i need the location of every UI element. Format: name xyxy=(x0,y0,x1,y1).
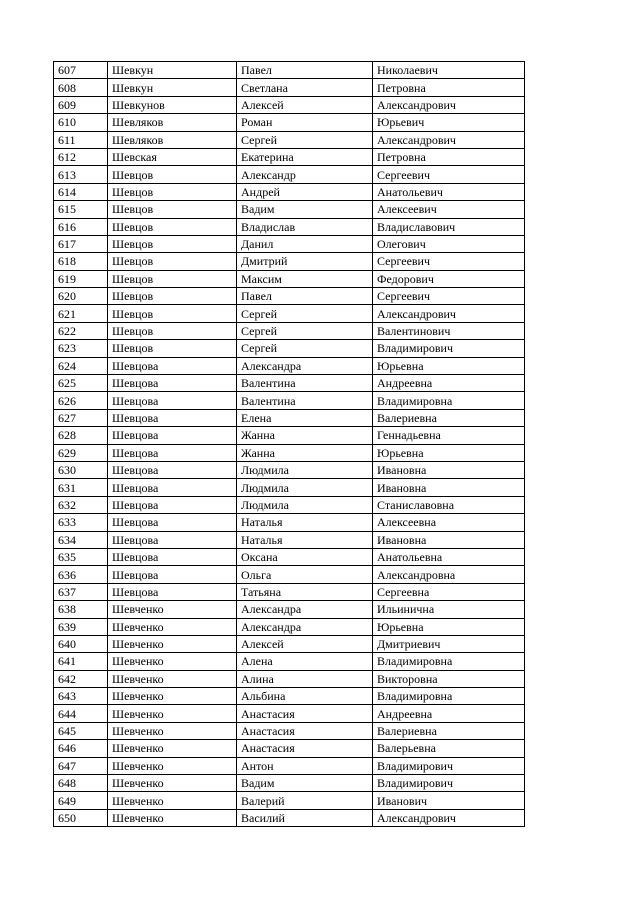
row-number-cell: 639 xyxy=(54,618,108,635)
first-name-cell: Валентина xyxy=(237,375,373,392)
patronymic-cell: Юрьевна xyxy=(373,357,525,374)
row-number-cell: 646 xyxy=(54,740,108,757)
first-name-cell: Вадим xyxy=(237,775,373,792)
first-name-cell: Наталья xyxy=(237,531,373,548)
patronymic-cell: Анатольевич xyxy=(373,183,525,200)
row-number-cell: 624 xyxy=(54,357,108,374)
table-row xyxy=(54,479,525,496)
last-name-cell: Шевцов xyxy=(108,305,237,322)
first-name-cell: Оксана xyxy=(237,548,373,565)
first-name-cell: Светлана xyxy=(237,79,373,96)
last-name-cell: Шевская xyxy=(108,148,237,165)
table-row xyxy=(54,166,525,183)
table-row xyxy=(54,809,525,826)
table-row xyxy=(54,705,525,722)
last-name-cell: Шевцов xyxy=(108,340,237,357)
row-number-cell: 608 xyxy=(54,79,108,96)
patronymic-cell: Юрьевна xyxy=(373,444,525,461)
row-number-cell: 643 xyxy=(54,688,108,705)
first-name-cell: Александра xyxy=(237,601,373,618)
patronymic-cell: Иванович xyxy=(373,792,525,809)
row-number-cell: 623 xyxy=(54,340,108,357)
first-name-cell: Людмила xyxy=(237,461,373,478)
row-number-cell: 629 xyxy=(54,444,108,461)
row-number-cell: 642 xyxy=(54,670,108,687)
table-row xyxy=(54,201,525,218)
last-name-cell: Шевцова xyxy=(108,583,237,600)
patronymic-cell: Андреевна xyxy=(373,375,525,392)
row-number-cell: 615 xyxy=(54,201,108,218)
patronymic-cell: Алексеевна xyxy=(373,514,525,531)
last-name-cell: Шевцова xyxy=(108,566,237,583)
row-number-cell: 650 xyxy=(54,809,108,826)
patronymic-cell: Сергеевич xyxy=(373,166,525,183)
first-name-cell: Алексей xyxy=(237,635,373,652)
first-name-cell: Роман xyxy=(237,114,373,131)
patronymic-cell: Владимировна xyxy=(373,392,525,409)
row-number-cell: 614 xyxy=(54,183,108,200)
first-name-cell: Александра xyxy=(237,357,373,374)
row-number-cell: 626 xyxy=(54,392,108,409)
patronymic-cell: Валериевна xyxy=(373,409,525,426)
row-number-cell: 617 xyxy=(54,235,108,252)
first-name-cell: Альбина xyxy=(237,688,373,705)
patronymic-cell: Владимирович xyxy=(373,775,525,792)
last-name-cell: Шевляков xyxy=(108,131,237,148)
table-row xyxy=(54,670,525,687)
table-row xyxy=(54,427,525,444)
patronymic-cell: Ивановна xyxy=(373,479,525,496)
row-number-cell: 640 xyxy=(54,635,108,652)
patronymic-cell: Николаевич xyxy=(373,62,525,79)
table-row xyxy=(54,514,525,531)
row-number-cell: 638 xyxy=(54,601,108,618)
first-name-cell: Анастасия xyxy=(237,740,373,757)
row-number-cell: 632 xyxy=(54,496,108,513)
table-row xyxy=(54,618,525,635)
last-name-cell: Шевченко xyxy=(108,670,237,687)
last-name-cell: Шевкунов xyxy=(108,96,237,113)
row-number-cell: 630 xyxy=(54,461,108,478)
row-number-cell: 618 xyxy=(54,253,108,270)
first-name-cell: Павел xyxy=(237,288,373,305)
table-row xyxy=(54,392,525,409)
last-name-cell: Шевцов xyxy=(108,218,237,235)
last-name-cell: Шевченко xyxy=(108,705,237,722)
row-number-cell: 621 xyxy=(54,305,108,322)
first-name-cell: Сергей xyxy=(237,131,373,148)
row-number-cell: 628 xyxy=(54,427,108,444)
patronymic-cell: Александрович xyxy=(373,96,525,113)
last-name-cell: Шевченко xyxy=(108,688,237,705)
last-name-cell: Шевцов xyxy=(108,183,237,200)
last-name-cell: Шевцова xyxy=(108,409,237,426)
first-name-cell: Татьяна xyxy=(237,583,373,600)
patronymic-cell: Ивановна xyxy=(373,461,525,478)
last-name-cell: Шевкун xyxy=(108,62,237,79)
last-name-cell: Шевцов xyxy=(108,270,237,287)
patronymic-cell: Владиславович xyxy=(373,218,525,235)
last-name-cell: Шевцова xyxy=(108,427,237,444)
first-name-cell: Данил xyxy=(237,235,373,252)
row-number-cell: 616 xyxy=(54,218,108,235)
first-name-cell: Максим xyxy=(237,270,373,287)
table-row xyxy=(54,357,525,374)
first-name-cell: Владислав xyxy=(237,218,373,235)
patronymic-cell: Владимировна xyxy=(373,653,525,670)
last-name-cell: Шевченко xyxy=(108,635,237,652)
patronymic-cell: Александрович xyxy=(373,809,525,826)
patronymic-cell: Сергеевич xyxy=(373,288,525,305)
first-name-cell: Сергей xyxy=(237,305,373,322)
last-name-cell: Шевченко xyxy=(108,792,237,809)
table-row xyxy=(54,757,525,774)
last-name-cell: Шевцова xyxy=(108,548,237,565)
last-name-cell: Шевченко xyxy=(108,601,237,618)
patronymic-cell: Александрович xyxy=(373,131,525,148)
row-number-cell: 649 xyxy=(54,792,108,809)
table-row xyxy=(54,79,525,96)
first-name-cell: Анастасия xyxy=(237,705,373,722)
last-name-cell: Шевченко xyxy=(108,722,237,739)
table-row xyxy=(54,148,525,165)
table-row xyxy=(54,601,525,618)
row-number-cell: 622 xyxy=(54,322,108,339)
row-number-cell: 635 xyxy=(54,548,108,565)
first-name-cell: Валентина xyxy=(237,392,373,409)
patronymic-cell: Александрович xyxy=(373,305,525,322)
patronymic-cell: Юрьевич xyxy=(373,114,525,131)
first-name-cell: Елена xyxy=(237,409,373,426)
first-name-cell: Жанна xyxy=(237,444,373,461)
row-number-cell: 647 xyxy=(54,757,108,774)
patronymic-cell: Валентинович xyxy=(373,322,525,339)
patronymic-cell: Сергеевич xyxy=(373,253,525,270)
table-row xyxy=(54,183,525,200)
patronymic-cell: Юрьевна xyxy=(373,618,525,635)
table-row xyxy=(54,566,525,583)
patronymic-cell: Валериевна xyxy=(373,722,525,739)
table-row xyxy=(54,740,525,757)
table-row xyxy=(54,253,525,270)
first-name-cell: Андрей xyxy=(237,183,373,200)
first-name-cell: Павел xyxy=(237,62,373,79)
patronymic-cell: Владимировна xyxy=(373,688,525,705)
row-number-cell: 634 xyxy=(54,531,108,548)
table-row xyxy=(54,114,525,131)
first-name-cell: Алексей xyxy=(237,96,373,113)
last-name-cell: Шевцов xyxy=(108,253,237,270)
first-name-cell: Дмитрий xyxy=(237,253,373,270)
first-name-cell: Алена xyxy=(237,653,373,670)
registry-table-body xyxy=(54,62,525,827)
row-number-cell: 641 xyxy=(54,653,108,670)
last-name-cell: Шевцов xyxy=(108,322,237,339)
patronymic-cell: Александровна xyxy=(373,566,525,583)
patronymic-cell: Анатольевна xyxy=(373,548,525,565)
patronymic-cell: Викторовна xyxy=(373,670,525,687)
table-row xyxy=(54,218,525,235)
table-row xyxy=(54,688,525,705)
last-name-cell: Шевченко xyxy=(108,757,237,774)
last-name-cell: Шевляков xyxy=(108,114,237,131)
first-name-cell: Вадим xyxy=(237,201,373,218)
last-name-cell: Шевцов xyxy=(108,288,237,305)
table-row xyxy=(54,635,525,652)
patronymic-cell: Федорович xyxy=(373,270,525,287)
row-number-cell: 631 xyxy=(54,479,108,496)
row-number-cell: 610 xyxy=(54,114,108,131)
table-row xyxy=(54,496,525,513)
patronymic-cell: Ивановна xyxy=(373,531,525,548)
first-name-cell: Алина xyxy=(237,670,373,687)
table-row xyxy=(54,722,525,739)
table-row xyxy=(54,340,525,357)
patronymic-cell: Андреевна xyxy=(373,705,525,722)
row-number-cell: 609 xyxy=(54,96,108,113)
table-row xyxy=(54,548,525,565)
last-name-cell: Шевченко xyxy=(108,618,237,635)
first-name-cell: Антон xyxy=(237,757,373,774)
last-name-cell: Шевкун xyxy=(108,79,237,96)
patronymic-cell: Станиславовна xyxy=(373,496,525,513)
table-row xyxy=(54,131,525,148)
row-number-cell: 613 xyxy=(54,166,108,183)
last-name-cell: Шевченко xyxy=(108,775,237,792)
first-name-cell: Ольга xyxy=(237,566,373,583)
row-number-cell: 648 xyxy=(54,775,108,792)
row-number-cell: 607 xyxy=(54,62,108,79)
row-number-cell: 619 xyxy=(54,270,108,287)
last-name-cell: Шевченко xyxy=(108,653,237,670)
row-number-cell: 645 xyxy=(54,722,108,739)
first-name-cell: Валерий xyxy=(237,792,373,809)
first-name-cell: Наталья xyxy=(237,514,373,531)
first-name-cell: Людмила xyxy=(237,479,373,496)
row-number-cell: 633 xyxy=(54,514,108,531)
first-name-cell: Сергей xyxy=(237,340,373,357)
row-number-cell: 637 xyxy=(54,583,108,600)
patronymic-cell: Владимирович xyxy=(373,340,525,357)
patronymic-cell: Владимирович xyxy=(373,757,525,774)
last-name-cell: Шевцов xyxy=(108,235,237,252)
first-name-cell: Жанна xyxy=(237,427,373,444)
table-row xyxy=(54,375,525,392)
last-name-cell: Шевцова xyxy=(108,392,237,409)
last-name-cell: Шевцов xyxy=(108,166,237,183)
patronymic-cell: Петровна xyxy=(373,148,525,165)
table-row xyxy=(54,583,525,600)
row-number-cell: 611 xyxy=(54,131,108,148)
table-row xyxy=(54,653,525,670)
patronymic-cell: Алексеевич xyxy=(373,201,525,218)
row-number-cell: 620 xyxy=(54,288,108,305)
row-number-cell: 625 xyxy=(54,375,108,392)
last-name-cell: Шевцова xyxy=(108,461,237,478)
table-row xyxy=(54,322,525,339)
table-row xyxy=(54,461,525,478)
last-name-cell: Шевцова xyxy=(108,375,237,392)
patronymic-cell: Геннадьевна xyxy=(373,427,525,444)
patronymic-cell: Валерьевна xyxy=(373,740,525,757)
row-number-cell: 644 xyxy=(54,705,108,722)
first-name-cell: Екатерина xyxy=(237,148,373,165)
patronymic-cell: Сергеевна xyxy=(373,583,525,600)
table-row xyxy=(54,409,525,426)
first-name-cell: Александр xyxy=(237,166,373,183)
patronymic-cell: Ильинична xyxy=(373,601,525,618)
name-registry-table xyxy=(53,61,525,827)
first-name-cell: Александра xyxy=(237,618,373,635)
table-row xyxy=(54,62,525,79)
table-row xyxy=(54,288,525,305)
patronymic-cell: Олегович xyxy=(373,235,525,252)
row-number-cell: 636 xyxy=(54,566,108,583)
table-row xyxy=(54,270,525,287)
table-row xyxy=(54,96,525,113)
first-name-cell: Анастасия xyxy=(237,722,373,739)
first-name-cell: Василий xyxy=(237,809,373,826)
row-number-cell: 612 xyxy=(54,148,108,165)
table-row xyxy=(54,444,525,461)
last-name-cell: Шевцов xyxy=(108,201,237,218)
first-name-cell: Людмила xyxy=(237,496,373,513)
last-name-cell: Шевцова xyxy=(108,531,237,548)
first-name-cell: Сергей xyxy=(237,322,373,339)
patronymic-cell: Дмитриевич xyxy=(373,635,525,652)
last-name-cell: Шевцова xyxy=(108,479,237,496)
last-name-cell: Шевцова xyxy=(108,496,237,513)
table-row xyxy=(54,775,525,792)
patronymic-cell: Петровна xyxy=(373,79,525,96)
last-name-cell: Шевцова xyxy=(108,444,237,461)
last-name-cell: Шевченко xyxy=(108,740,237,757)
row-number-cell: 627 xyxy=(54,409,108,426)
table-row xyxy=(54,792,525,809)
last-name-cell: Шевцова xyxy=(108,514,237,531)
table-row xyxy=(54,531,525,548)
last-name-cell: Шевченко xyxy=(108,809,237,826)
table-row xyxy=(54,305,525,322)
table-row xyxy=(54,235,525,252)
last-name-cell: Шевцова xyxy=(108,357,237,374)
